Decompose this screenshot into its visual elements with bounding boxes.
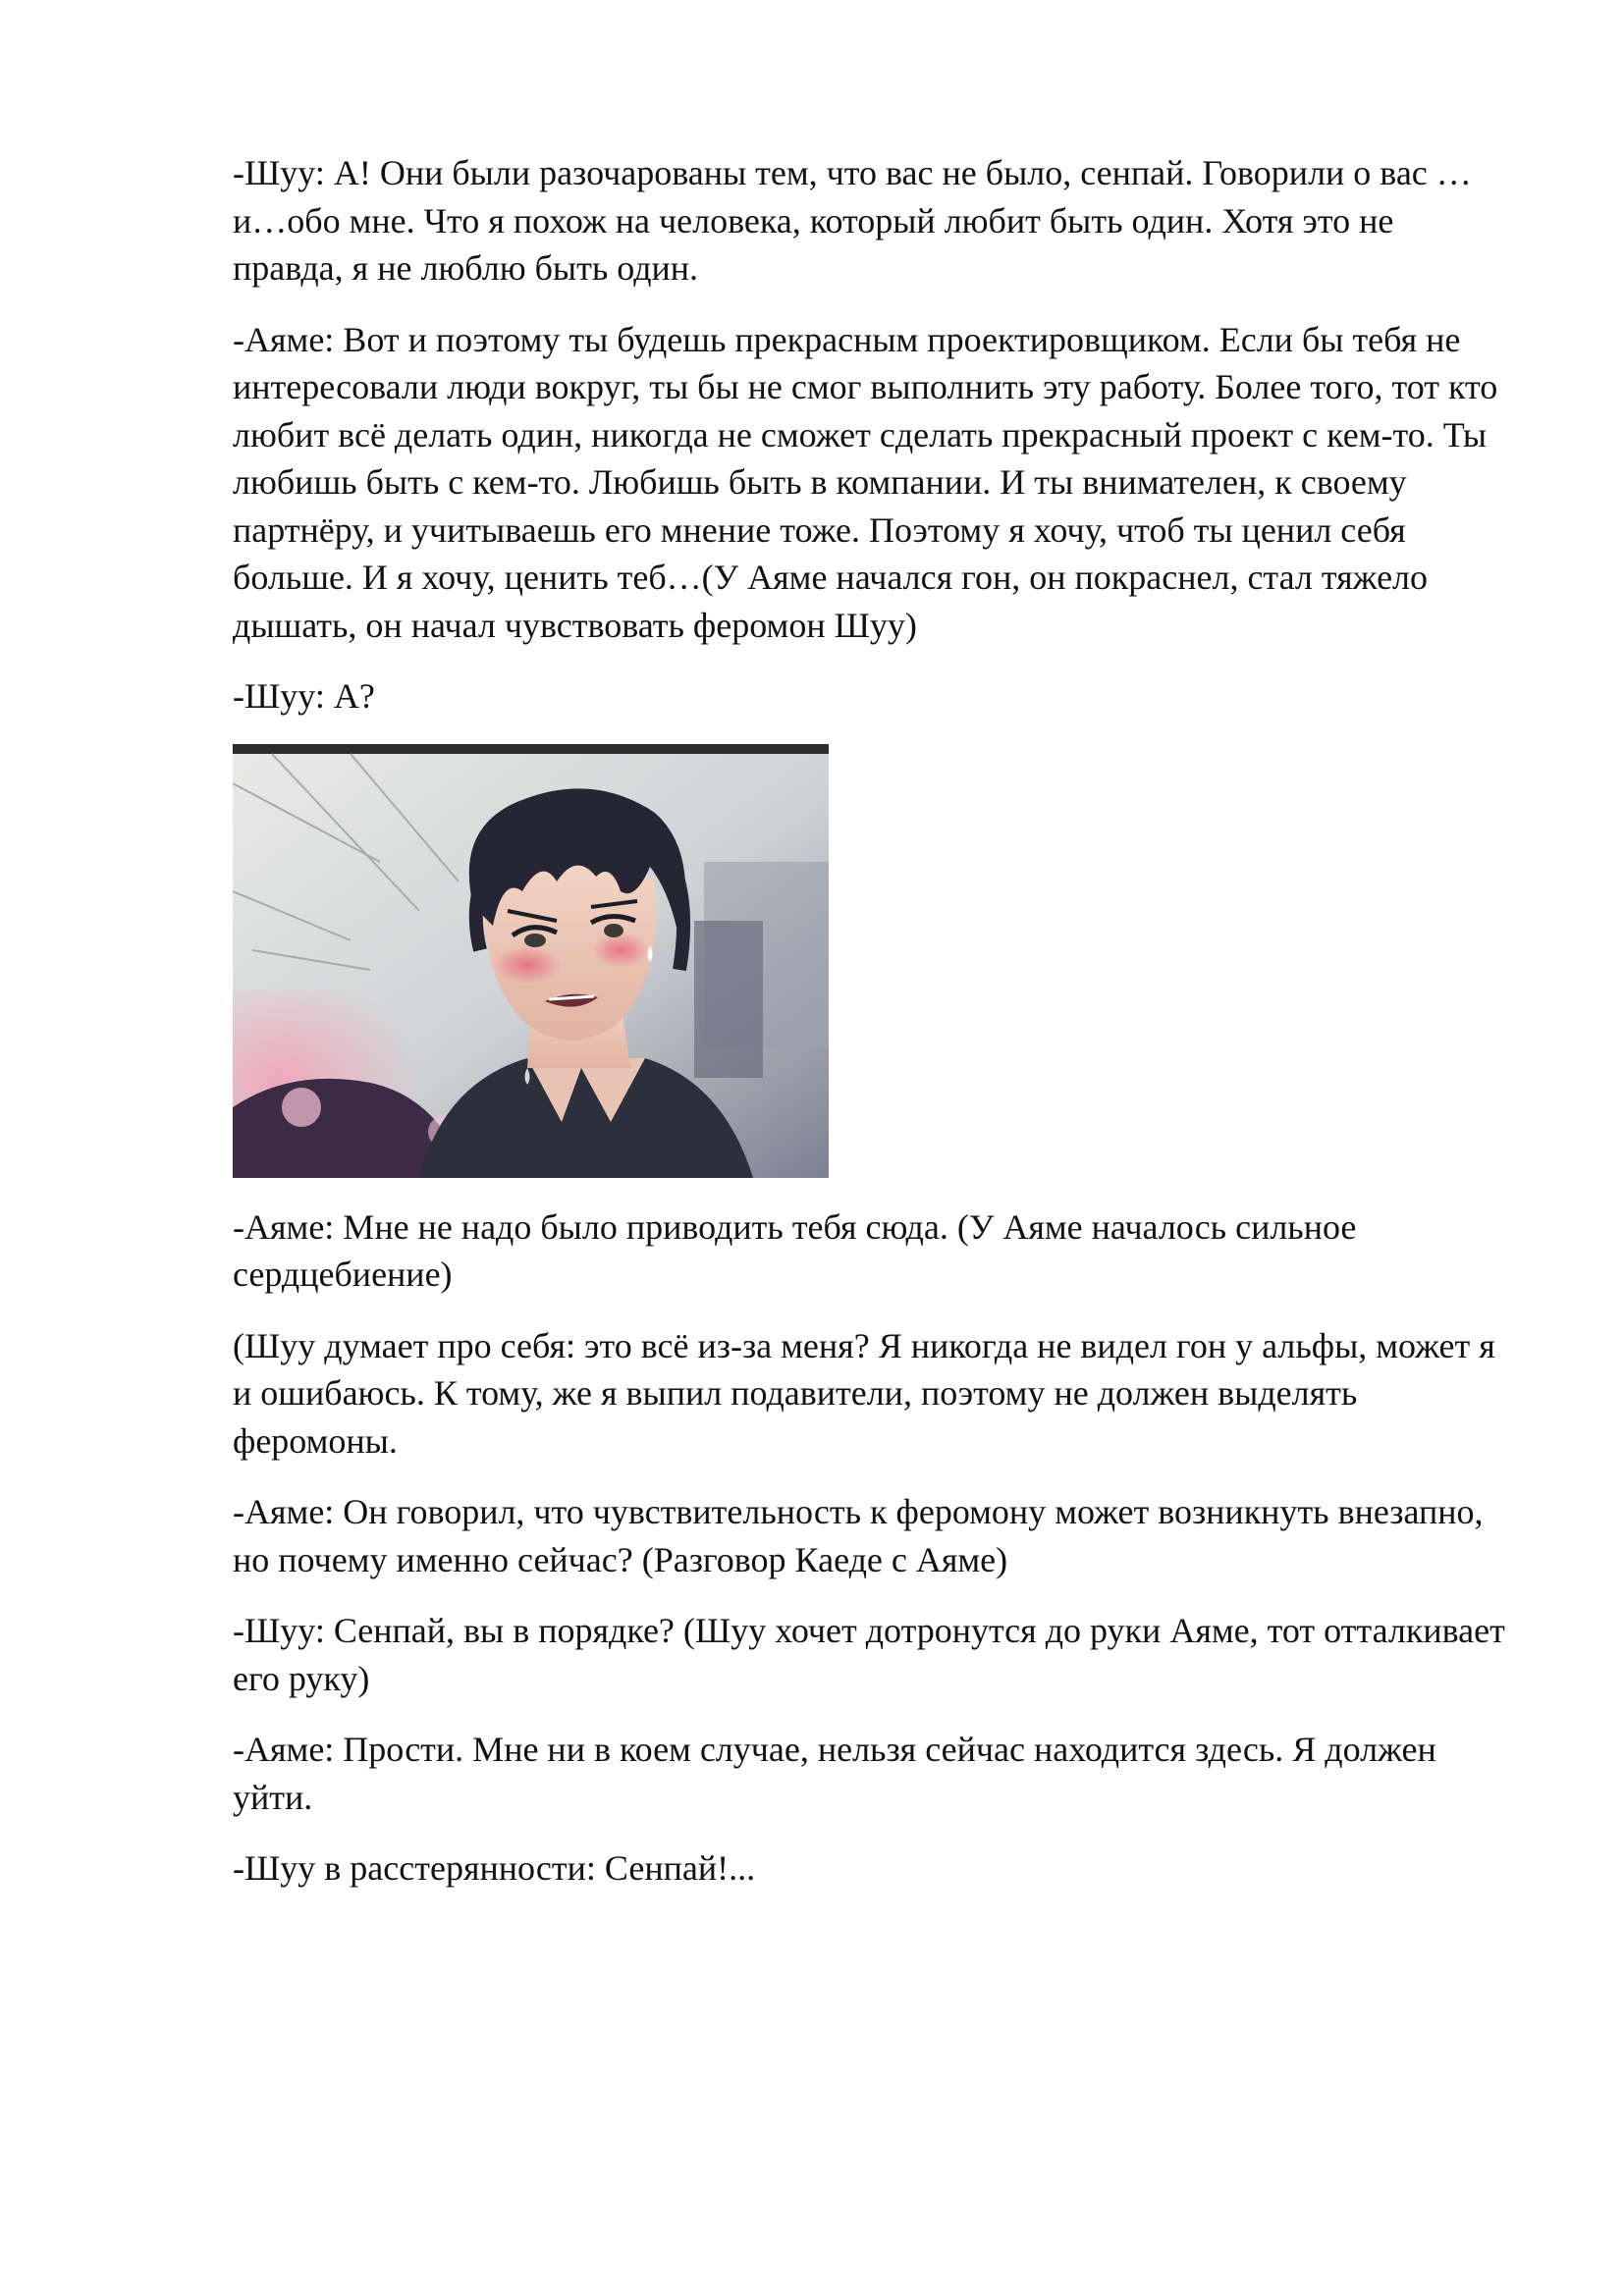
anime-illustration-icon xyxy=(233,744,829,1178)
paragraph-ayame-2: -Аяме: Мне не надо было приводить тебя сюда. (У Аяме началось сильное сердцебиение) xyxy=(233,1206,1357,1294)
paragraph-shuu-1: -Шуу: А! Они были разочарованы тем, что вас не было, сенпай. Говорили о вас …и…обо мне. Что я похож на человека, который любит быть один. Хотя это не правда, я не люблю быть один. xyxy=(233,153,1472,288)
document-page xyxy=(233,149,1509,1916)
paragraph-ayame-1: -Аяме: Вот и поэтому ты будешь прекрасным проектировщиком. Если бы тебя не интересовали люди вокруг, ты бы не смог выполнить эту работу. Более того, тот кто любит всё делать один, никогда не сможет сделать прекрасный проект с кем-то. Ты любишь быть с кем-то. Любишь быть в компании. И ты внимателен, к своему партнёру, и учитываешь его мнение тоже. Поэтому я хочу, чтоб ты ценил себя больше. И я хочу, ценить теб…(У Аяме начался гон, он покраснел, стал тяжело дышать, он начал чувствовать феромон Шуу) xyxy=(233,319,1498,645)
paragraph-ayame-3: -Аяме: Он говорил, что чувствительность к феромону может возникнуть внезапно, но почему именно сейчас? (Разговор Каеде с Аяме) xyxy=(233,1492,1484,1579)
paragraph-shuu-2: -Шуу: А? xyxy=(233,676,375,716)
paragraph-shuu-3: -Шуу: Сенпай, вы в порядке? (Шуу хочет дотронутся до руки Аяме, тот отталкивает его руку) xyxy=(233,1611,1505,1698)
paragraph-shuu-4: -Шуу в расстерянности: Сенпай!... xyxy=(233,1848,756,1888)
paragraph-ayame-4: -Аяме: Прости. Мне ни в коем случае, нельзя сейчас находится здесь. Я должен уйти. xyxy=(233,1730,1436,1817)
paragraph-shuu-thoughts: (Шуу думает про себя: это всё из-за меня? Я никогда не видел гон у альфы, может я и ошибаюсь. К тому, же я выпил подавители, поэтому не должен выделять феромоны. xyxy=(233,1325,1495,1461)
